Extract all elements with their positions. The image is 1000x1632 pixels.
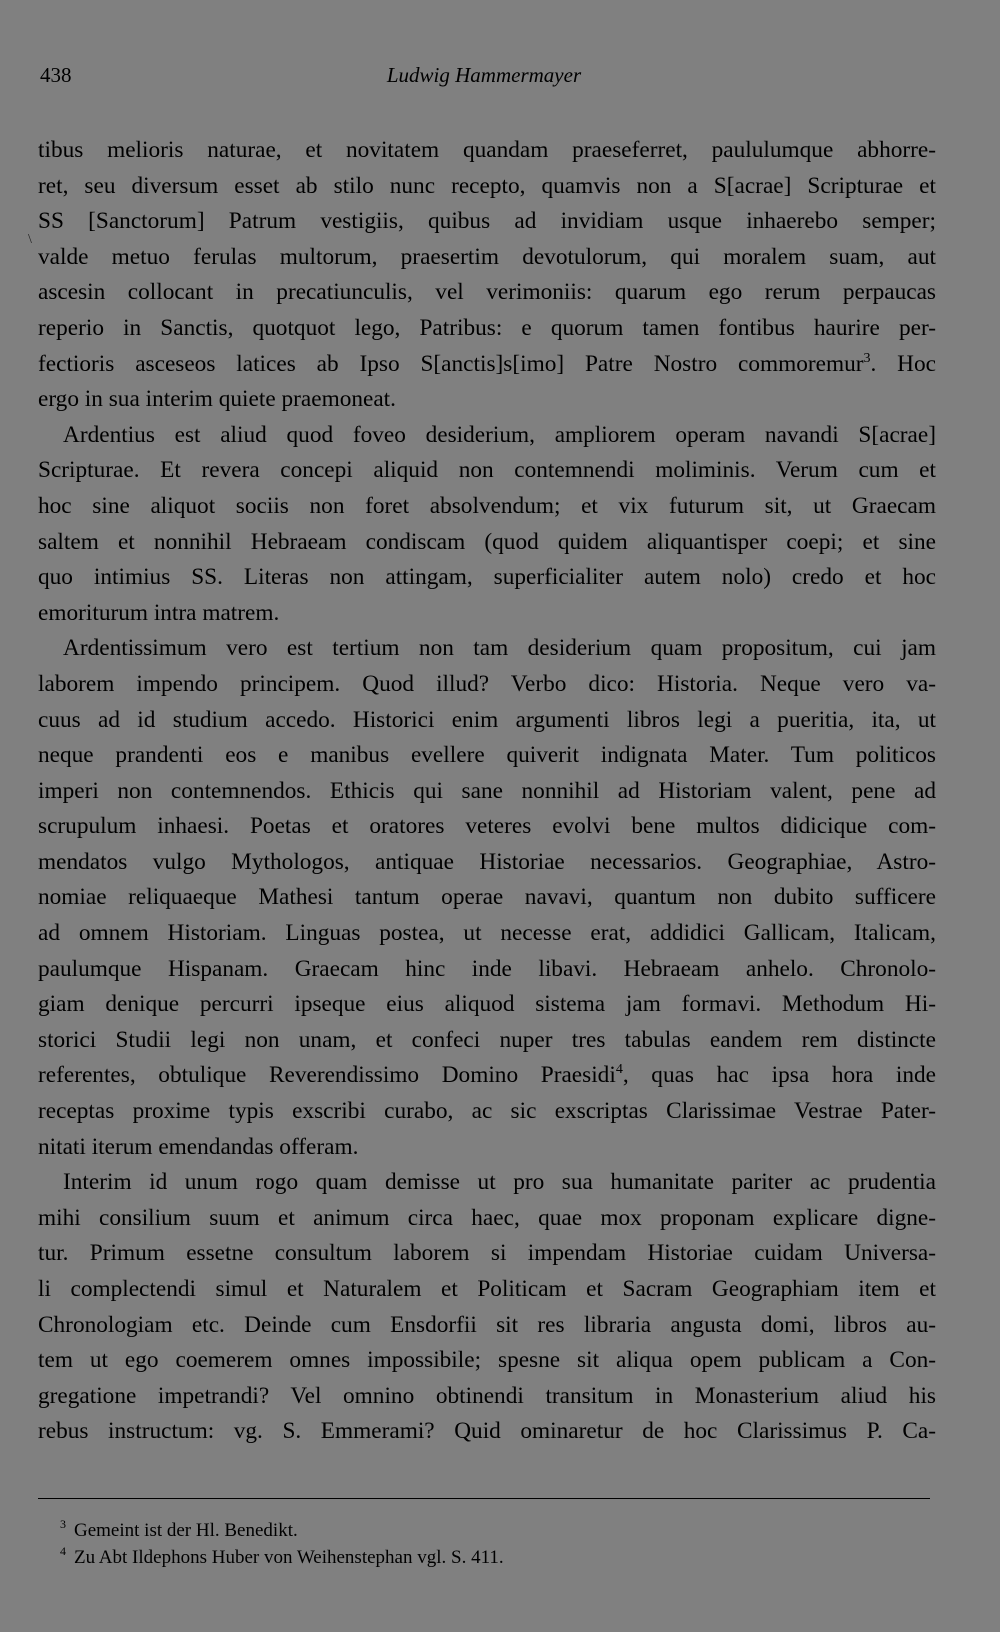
page-number: 438 — [40, 63, 72, 87]
footnote — [60, 1544, 920, 1571]
text-line: reperio in Sanctis, quotquot lego, Patribus: e quorum tamen fontibus haurire per- — [38, 314, 936, 341]
text-line: referentes, obtulique Reverendissimo Domino Praesidi$^4$, quas hac ipsa hora inde — [38, 1062, 936, 1089]
text-line: fectioris asceseos latices ab Ipso S[anctis]s[imo] Patre Nostro commoremur$^3$. Hoc — [38, 350, 936, 377]
text-line: mihi consilium suum et animum circa haec, quae mox proponam explicare digne- — [38, 1204, 936, 1231]
paragraph — [38, 418, 936, 632]
footnote-reference: 4 — [615, 1062, 623, 1078]
footnote-marker: 3 — [60, 1517, 66, 1531]
text-line: paulumque Hispanam. Graecam hinc inde libavi. Hebraeam anhelo. Chronolo- — [38, 955, 936, 982]
footnote-text: Zu Abt Ildephons Huber von Weihenstephan vgl. S. 411. — [74, 1547, 504, 1568]
page-header — [40, 63, 928, 93]
text-line: SS [Sanctorum] Patrum vestigiis, quibus ad invidiam usque inhaerebo semper; — [38, 208, 936, 235]
footnote-reference: 3 — [863, 350, 871, 366]
text-line: Scripturae. Et revera concepi aliquid non contemnendi moliminis. Verum cum et — [38, 457, 936, 484]
text-line: nomiae reliquaeque Mathesi tantum operae navavi, quantum non dubito sufficere — [38, 884, 936, 911]
text-line: giam denique percurri ipseque eius aliquod sistema jam formavi. Methodum Hi- — [38, 991, 936, 1018]
text-line: hoc sine aliquot sociis non foret absolvendum; et vix futurum sit, ut Graecam — [38, 492, 936, 519]
paragraph — [38, 133, 936, 418]
text-line: tibus melioris naturae, et novitatem quandam praeseferret, paululumque abhorre- — [38, 137, 936, 163]
text-line: valde metuo ferulas multorum, praesertim devotulorum, qui moralem suam, aut — [38, 243, 936, 270]
text-line: tur. Primum essetne consultum laborem si impendam Historiae cuidam Universa- — [38, 1240, 936, 1267]
text-line: scrupulum inhaesi. Poetas et oratores veteres evolvi bene multos didicique com- — [38, 813, 936, 840]
text-line: nitati iterum emendandas offeram. — [38, 1133, 359, 1160]
text-line: Chronologiam etc. Deinde cum Ensdorfii sit res libraria angusta domi, libros au- — [38, 1311, 936, 1338]
text-line: storici Studii legi non unam, et confeci nuper tres tabulas eandem rem distincte — [38, 1026, 936, 1053]
footnote-marker: 4 — [60, 1544, 66, 1558]
margin-mark: \ — [28, 232, 32, 247]
text-line: li complectendi simul et Naturalem et Politicam et Sacram Geographiam item et — [38, 1276, 936, 1302]
text-line: cuus ad id studium accedo. Historici enim argumenti libros legi a pueritia, ita, ut — [38, 706, 936, 733]
footnote-rule — [38, 1498, 930, 1499]
text-line: ascesin collocant in precatiunculis, vel verimoniis: quarum ego rerum perpaucas — [38, 279, 936, 306]
body-text — [38, 133, 936, 1450]
text-line: laborem impendo principem. Quod illud? Verbo dico: Historia. Neque vero va- — [38, 670, 936, 697]
text-line: ret, seu diversum esset ab stilo nunc recepto, quamvis non a S[acrae] Scripturae et — [38, 172, 936, 199]
footnote — [60, 1517, 920, 1544]
paragraph — [38, 631, 936, 1165]
running-head: Ludwig Hammermayer — [386, 63, 582, 87]
text-line: ergo in sua interim quiete praemoneat. — [38, 386, 396, 413]
text-line: receptas proxime typis exscribi curabo, ac sic exscriptas Clarissimae Vestrae Pater- — [38, 1098, 936, 1125]
footnotes — [60, 1517, 920, 1571]
text-line: ad omnem Historiam. Linguas postea, ut necesse erat, addidici Gallicam, Italicam, — [38, 920, 936, 947]
text-line: neque prandenti eos e manibus evellere quiverit indignata Mater. Tum politicos — [38, 742, 936, 769]
text-line: rebus instructum: vg. S. Emmerami? Quid ominaretur de hoc Clarissimus P. Ca- — [38, 1418, 936, 1445]
paragraph — [38, 1165, 936, 1450]
text-line: tem ut ego coemerem omnes impossibile; spesne sit aliqua opem publicam a Con- — [38, 1347, 936, 1374]
text-line: Interim id unum rogo quam demisse ut pro sua humanitate pariter ac prudentia — [63, 1169, 936, 1196]
text-line: Ardentissimum vero est tertium non tam desiderium quam propositum, cui jam — [63, 635, 936, 662]
text-line: gregatione impetrandi? Vel omnino obtinendi transitum in Monasterium aliud his — [38, 1382, 936, 1409]
text-line: imperi non contemnendos. Ethicis qui sane nonnihil ad Historiam valent, pene ad — [38, 777, 936, 804]
text-line: Ardentius est aliud quod foveo desiderium, ampliorem operam navandi S[acrae] — [63, 421, 936, 448]
text-line: mendatos vulgo Mythologos, antiquae Historiae necessarios. Geographiae, Astro- — [38, 848, 936, 875]
footnote-text: Gemeint ist der Hl. Benedikt. — [74, 1520, 298, 1541]
text-line: saltem et nonnihil Hebraeam condiscam (quod quidem aliquantisper coepi; et sine — [38, 528, 936, 555]
text-line: emoriturum intra matrem. — [38, 599, 280, 626]
text-line: quo intimius SS. Literas non attingam, superficialiter autem nolo) credo et hoc — [38, 564, 936, 591]
